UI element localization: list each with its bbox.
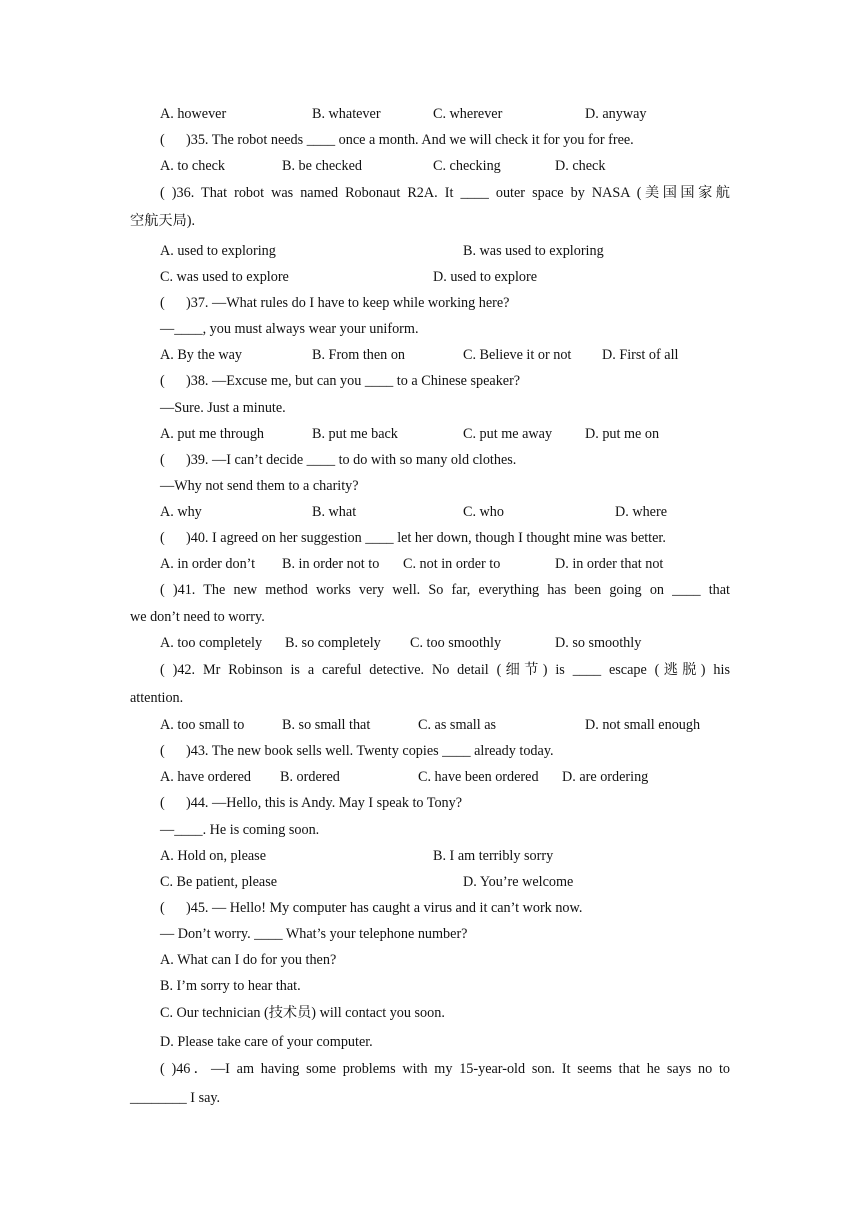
q45-option-c: C. Our technician (技术员) will contact you soon. xyxy=(160,1005,445,1021)
q45-reply: — Don’t worry. ____ What’s your telephone number? xyxy=(160,926,468,942)
q38-option-b: B. put me back xyxy=(312,426,398,442)
q35-option-c: C. checking xyxy=(433,158,501,174)
q42-option-d: D. not small enough xyxy=(585,717,701,733)
q36-stem-line2: 空航天局). xyxy=(130,213,196,229)
q41-option-b: B. so completely xyxy=(285,635,381,651)
q39-reply: —Why not send them to a charity? xyxy=(160,478,359,494)
q37-option-b: B. From then on xyxy=(312,347,406,363)
q40-stem: ( )40. I agreed on her suggestion ____ let her down, though I thought mine was better. xyxy=(160,530,666,546)
q34-option-b: B. whatever xyxy=(312,106,381,122)
q38-option-d: D. put me on xyxy=(585,426,660,442)
q40-option-b: B. in order not to xyxy=(282,556,380,572)
q39-option-a: A. why xyxy=(160,504,202,520)
q42-stem-line1: ( )42. Mr Robinson is a careful detective. No detail (细节) is ____ escape (逃脱) his xyxy=(160,662,730,678)
q42-stem-line2: attention. xyxy=(130,690,184,706)
q35-stem: ( )35. The robot needs ____ once a month. And we will check it for you for free. xyxy=(160,132,634,148)
q43-option-a: A. have ordered xyxy=(160,769,251,785)
q38-reply: —Sure. Just a minute. xyxy=(160,400,286,416)
q46-stem-line1: ( )46．—I am having some problems with my 15-year-old son. It seems that he says no to xyxy=(160,1061,730,1077)
q41-option-d: D. so smoothly xyxy=(555,635,642,651)
q42-option-a: A. too small to xyxy=(160,717,245,733)
q45-option-b: B. I’m sorry to hear that. xyxy=(160,978,301,994)
q35-option-d: D. check xyxy=(555,158,606,174)
q38-option-c: C. put me away xyxy=(463,426,553,442)
q40-option-d: D. in order that not xyxy=(555,556,664,572)
q41-option-c: C. too smoothly xyxy=(410,635,502,651)
q42-option-c: C. as small as xyxy=(418,717,497,733)
q36-option-a: A. used to exploring xyxy=(160,243,276,259)
q46-stem-line2: ________ I say. xyxy=(130,1090,221,1106)
q43-option-b: B. ordered xyxy=(280,769,340,785)
q44-option-b: B. I am terribly sorry xyxy=(433,848,554,864)
q36-option-c: C. was used to explore xyxy=(160,269,289,285)
q36-option-d: D. used to explore xyxy=(433,269,538,285)
q41-option-a: A. too completely xyxy=(160,635,263,651)
q44-option-a: A. Hold on, please xyxy=(160,848,266,864)
q37-reply: —____, you must always wear your uniform. xyxy=(160,321,419,337)
q45-option-a: A. What can I do for you then? xyxy=(160,952,337,968)
q45-stem: ( )45. — Hello! My computer has caught a virus and it can’t work now. xyxy=(160,900,583,916)
q35-option-a: A. to check xyxy=(160,158,226,174)
q44-reply: —____. He is coming soon. xyxy=(160,822,320,838)
q37-option-d: D. First of all xyxy=(602,347,679,363)
q36-option-b: B. was used to exploring xyxy=(463,243,604,259)
q34-option-d: D. anyway xyxy=(585,106,647,122)
q34-option-a: A. however xyxy=(160,106,227,122)
q44-option-d: D. You’re welcome xyxy=(463,874,574,890)
q42-option-b: B. so small that xyxy=(282,717,371,733)
q37-stem: ( )37. —What rules do I have to keep while working here? xyxy=(160,295,510,311)
q45-option-d: D. Please take care of your computer. xyxy=(160,1034,373,1050)
q41-stem-line1: ( )41. The new method works very well. So far, everything has been going on ____ that xyxy=(160,582,730,598)
q41-stem-line2: we don’t need to worry. xyxy=(130,609,265,625)
q39-option-d: D. where xyxy=(615,504,667,520)
q37-option-c: C. Believe it or not xyxy=(463,347,572,363)
q36-stem-line1: ( )36. That robot was named Robonaut R2A. It ____ outer space by NASA (美国国家航 xyxy=(160,185,730,201)
q39-stem: ( )39. —I can’t decide ____ to do with so many old clothes. xyxy=(160,452,517,468)
q37-option-a: A. By the way xyxy=(160,347,242,363)
q44-option-c: C. Be patient, please xyxy=(160,874,278,890)
q39-option-b: B. what xyxy=(312,504,357,520)
q44-stem: ( )44. —Hello, this is Andy. May I speak to Tony? xyxy=(160,795,463,811)
q38-stem: ( )38. —Excuse me, but can you ____ to a Chinese speaker? xyxy=(160,373,521,389)
q35-option-b: B. be checked xyxy=(282,158,362,174)
q43-stem: ( )43. The new book sells well. Twenty copies ____ already today. xyxy=(160,743,554,759)
q40-option-c: C. not in order to xyxy=(403,556,501,572)
q43-option-c: C. have been ordered xyxy=(418,769,539,785)
q34-option-c: C. wherever xyxy=(433,106,503,122)
q43-option-d: D. are ordering xyxy=(562,769,649,785)
q38-option-a: A. put me through xyxy=(160,426,265,442)
q40-option-a: A. in order don’t xyxy=(160,556,256,572)
q39-option-c: C. who xyxy=(463,504,504,520)
